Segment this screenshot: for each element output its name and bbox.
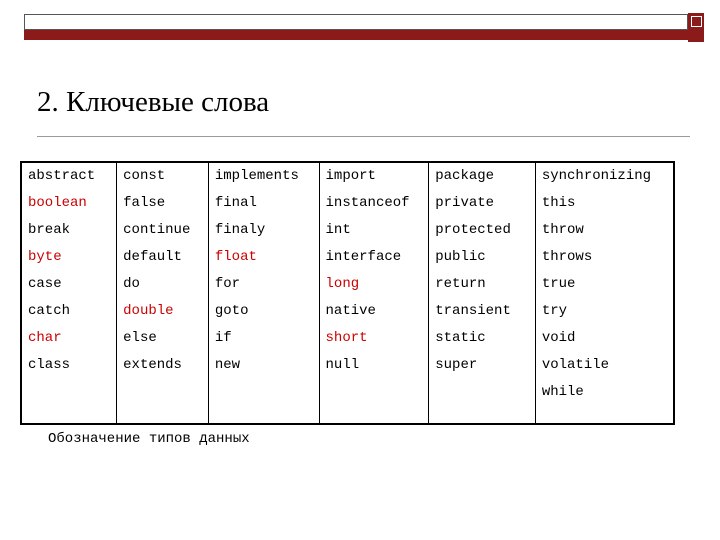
table-row	[21, 190, 674, 217]
keyword-cell	[429, 217, 536, 244]
keyword-text: try	[541, 303, 568, 319]
keyword-cell	[208, 217, 319, 244]
title-divider	[37, 136, 690, 137]
keyword-cell	[429, 298, 536, 325]
keyword-cell	[21, 325, 117, 352]
keyword-text: break	[28, 222, 71, 238]
keyword-text: for	[214, 276, 241, 292]
keyword-cell	[208, 298, 319, 325]
keyword-text: return	[435, 276, 486, 292]
keyword-cell	[21, 379, 117, 424]
keyword-cell	[535, 162, 674, 190]
keyword-text: continue	[123, 222, 191, 238]
keyword-text: throw	[541, 222, 584, 238]
table-row	[21, 379, 674, 424]
keyword-cell	[208, 162, 319, 190]
keyword-cell	[21, 271, 117, 298]
keyword-text: native	[325, 303, 376, 319]
keyword-type-highlighted: byte	[28, 249, 62, 265]
keyword-cell	[117, 298, 209, 325]
keyword-text: new	[214, 357, 241, 373]
keyword-text: final	[214, 195, 257, 211]
slide-title: 2. Ключевые слова	[37, 86, 270, 118]
keyword-text: while	[541, 384, 584, 400]
keyword-text: else	[123, 330, 157, 346]
keyword-text: void	[541, 330, 576, 346]
keyword-cell	[319, 298, 429, 325]
keyword-cell	[429, 352, 536, 379]
keyword-text: super	[435, 357, 478, 373]
keyword-cell	[208, 244, 319, 271]
keyword-cell	[429, 162, 536, 190]
keyword-text: if	[214, 330, 232, 346]
keyword-cell	[319, 325, 429, 352]
keyword-text: null	[325, 357, 360, 373]
keyword-cell	[535, 271, 674, 298]
table-row	[21, 298, 674, 325]
keyword-text: catch	[28, 303, 71, 319]
keyword-cell	[429, 379, 536, 424]
keyword-text: this	[541, 195, 576, 211]
keyword-type-highlighted: short	[325, 330, 368, 346]
table-row	[21, 244, 674, 271]
keyword-text: throws	[541, 249, 593, 265]
keyword-cell	[535, 244, 674, 271]
keyword-type-highlighted: double	[123, 303, 174, 319]
keyword-cell	[429, 271, 536, 298]
keyword-text: class	[28, 357, 71, 373]
keyword-cell	[535, 298, 674, 325]
table-row	[21, 217, 674, 244]
keyword-text: protected	[435, 222, 511, 238]
keyword-text: static	[435, 330, 486, 346]
keyword-cell	[319, 162, 429, 190]
keyword-text: int	[325, 222, 351, 238]
keyword-cell	[319, 217, 429, 244]
keyword-cell	[21, 162, 117, 190]
keyword-text: synchronizing	[541, 168, 652, 184]
keyword-cell	[208, 271, 319, 298]
keyword-text: goto	[214, 303, 249, 319]
keyword-text: abstract	[28, 168, 96, 184]
keyword-cell	[21, 352, 117, 379]
keyword-cell	[319, 271, 429, 298]
keyword-cell	[21, 217, 117, 244]
keyword-cell	[208, 325, 319, 352]
table-row	[21, 162, 674, 190]
keyword-text: transient	[435, 303, 511, 319]
keyword-cell	[208, 352, 319, 379]
keyword-cell	[117, 190, 209, 217]
keyword-cell	[21, 298, 117, 325]
keyword-cell	[535, 217, 674, 244]
keyword-text: case	[28, 276, 62, 292]
keyword-type-highlighted: float	[214, 249, 257, 265]
keyword-cell	[117, 162, 209, 190]
keyword-cell	[117, 379, 209, 424]
keyword-cell	[208, 379, 319, 424]
keyword-text: extends	[123, 357, 182, 373]
keyword-text: do	[123, 276, 140, 292]
keyword-text: instanceof	[325, 195, 410, 211]
table-row	[21, 325, 674, 352]
keyword-cell	[208, 190, 319, 217]
keyword-text: true	[541, 276, 576, 292]
keyword-cell	[535, 352, 674, 379]
keyword-cell	[319, 244, 429, 271]
keyword-cell	[117, 325, 209, 352]
keyword-cell	[429, 190, 536, 217]
keyword-text: private	[435, 195, 495, 211]
keyword-cell	[319, 352, 429, 379]
corner-square-inner	[691, 16, 702, 27]
keyword-type-highlighted: long	[325, 276, 360, 292]
data-types-caption: Обозначение типов данных	[48, 431, 250, 447]
keyword-cell	[319, 379, 429, 424]
keyword-type-highlighted: boolean	[28, 195, 87, 211]
table-row	[21, 271, 674, 298]
keyword-text: package	[435, 168, 495, 184]
keyword-cell	[535, 325, 674, 352]
keyword-text: finaly	[214, 222, 266, 238]
keyword-cell	[429, 325, 536, 352]
keyword-text: import	[325, 168, 376, 184]
keyword-cell	[21, 244, 117, 271]
table-row	[21, 352, 674, 379]
keyword-cell	[319, 190, 429, 217]
keyword-text: false	[123, 195, 166, 211]
keyword-cell	[117, 217, 209, 244]
keyword-text: const	[123, 168, 166, 184]
keyword-cell	[117, 244, 209, 271]
top-decorative-outline	[24, 14, 688, 30]
keyword-cell	[429, 244, 536, 271]
keyword-type-highlighted: char	[28, 330, 62, 346]
top-decorative-bar	[24, 30, 688, 40]
keyword-text: public	[435, 249, 486, 265]
keyword-cell	[535, 379, 674, 424]
keyword-cell	[117, 352, 209, 379]
keywords-table	[20, 161, 675, 425]
keyword-cell	[21, 190, 117, 217]
keyword-text: implements	[214, 168, 299, 184]
keyword-cell	[117, 271, 209, 298]
keyword-cell	[535, 190, 674, 217]
corner-square-icon	[688, 13, 704, 42]
keyword-text: interface	[325, 249, 402, 265]
keyword-text: volatile	[541, 357, 610, 373]
keyword-text: default	[123, 249, 182, 265]
